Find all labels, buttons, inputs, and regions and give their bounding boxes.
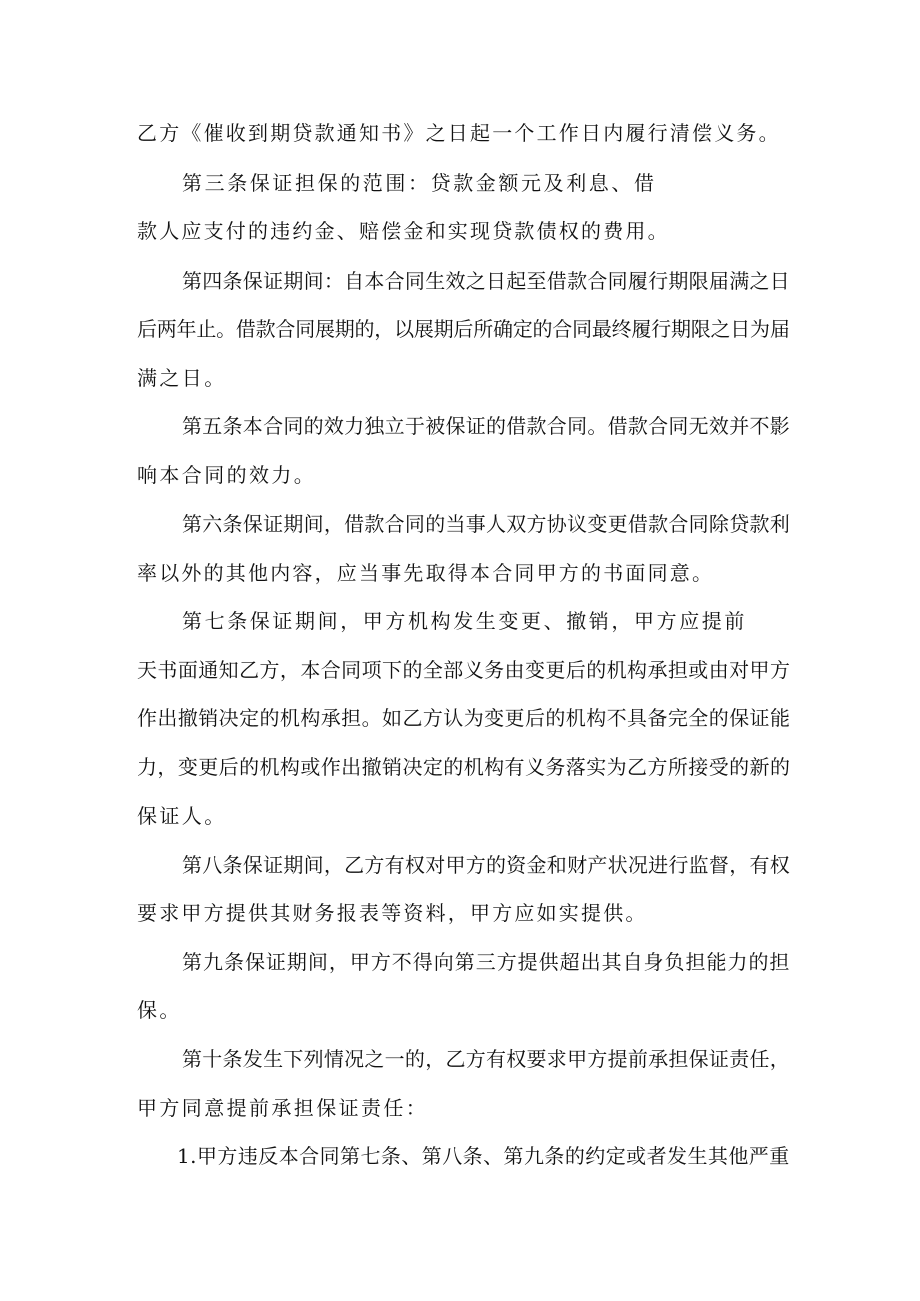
text-line-15: 保证人。 bbox=[137, 804, 227, 828]
text-line-13: 作出撤销决定的机构承担。如乙方认为变更后的机构不具备完全的保证能 bbox=[137, 706, 791, 730]
text-line-19: 保。 bbox=[137, 998, 182, 1022]
text-line-8: 响本合同的效力。 bbox=[137, 463, 317, 487]
text-line-12: 天书面通知乙方，本合同项下的全部义务由变更后的机构承担或由对甲方 bbox=[137, 658, 791, 682]
text-line-2: 第三条保证担保的范围：贷款金额元及利息、借 bbox=[182, 171, 657, 195]
text-line-16: 第八条保证期间，乙方有权对甲方的资金和财产状况进行监督，有权 bbox=[182, 853, 790, 877]
text-line-10: 率以外的其他内容，应当事先取得本合同甲方的书面同意。 bbox=[137, 561, 715, 585]
text-line-17: 要求甲方提供其财务报表等资料，甲方应如实提供。 bbox=[137, 901, 648, 925]
text-line-20: 第十条发生下列情况之一的，乙方有权要求甲方提前承担保证责任， bbox=[182, 1047, 790, 1071]
text-line-22: 1.甲方违反本合同第七条、第八条、第九条的约定或者发生其他严重 bbox=[177, 1144, 790, 1168]
text-line-21: 甲方同意提前承担保证责任： bbox=[137, 1096, 429, 1120]
text-line-4: 第四条保证期间：自本合同生效之日起至借款合同履行期限届满之日 bbox=[182, 269, 790, 293]
text-line-6: 满之日。 bbox=[137, 366, 227, 390]
text-line-3: 款人应支付的违约金、赔偿金和实现贷款债权的费用。 bbox=[137, 219, 670, 243]
text-line-5: 后两年止。借款合同展期的，以展期后所确定的合同最终履行期限之日为届 bbox=[137, 317, 790, 341]
text-line-9: 第六条保证期间，借款合同的当事人双方协议变更借款合同除贷款利 bbox=[182, 512, 790, 536]
text-line-18: 第九条保证期间，甲方不得向第三方提供超出其自身负担能力的担 bbox=[182, 950, 791, 974]
text-line-14: 力，变更后的机构或作出撤销决定的机构有义务落实为乙方所接受的新的 bbox=[137, 755, 791, 779]
text-line-11: 第七条保证期间，甲方机构发生变更、撤销，甲方应提前 bbox=[182, 609, 747, 633]
text-line-1: 乙方《催收到期贷款通知书》之日起一个工作日内履行清偿义务。 bbox=[137, 121, 781, 145]
text-line-7: 第五条本合同的效力独立于被保证的借款合同。借款合同无效并不影 bbox=[182, 414, 790, 438]
